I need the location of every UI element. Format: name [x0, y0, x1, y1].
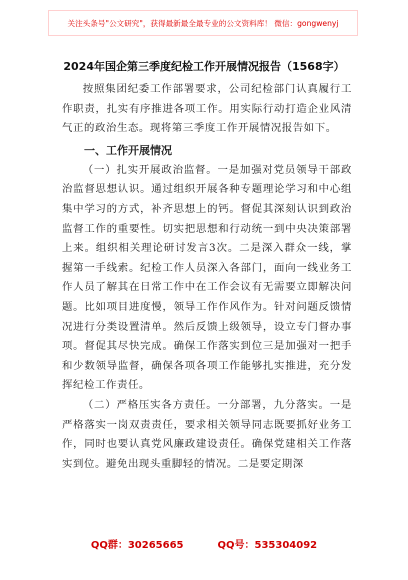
body-paragraph: （二）严格压实各方责任。一分部署，九分落实。一是严格落实一岗双责责任，要求相关领导同志既要抓好业务工作，同时也要认真党风廉政建设责任。确保党建相关工作落实到位。避免出现头重脚轻的情况。二是要定期深	[62, 398, 352, 470]
promo-banner-text: 关注头条号"公文研究"，获得最新最全最专业的公文资料库！ 微信：gongwenyj	[67, 18, 339, 28]
promo-banner	[48, 10, 358, 36]
footer-contacts	[0, 536, 408, 556]
document-body	[62, 80, 352, 474]
section-heading: 一、工作开展情况	[84, 143, 172, 157]
body-paragraph: （一）扎实开展政治监督。一是加强对党员领导干部政治监督思想认识。通过组织开展各种专题理论学习和中心组集中学习的方式，补齐思想上的钙。督促其深刻认识到政治监督工作的重要性。切实把思想和行动统一到中央决策部署上来。组织相关理论研讨发言3次。二是深入群众一线，掌握第一手线索。纪检工作人员深入各部门，面向一线业务工作人员了解其在日常工作中在工作会议有无需要立即解决问题。比如项目进度慢，领导工作作风作为。针对问题反馈情况进行分类设置清单。然后反馈上级领导，设立专门督办事项。督促其尽快完成。确保工作落实到位三是加强对一把手和少数领导监督，确保各项各项工作能够扎实推进，充分发挥纪检工作责任。	[62, 163, 352, 392]
qq-number-text: QQ号：535304092	[217, 540, 318, 551]
document-title: 2024年国企第三季度纪检工作开展情况报告（1568字）	[63, 60, 345, 73]
qq-group-text: QQ群：30265665	[90, 540, 184, 551]
intro-paragraph: 按照集团纪委工作部署要求，公司纪检部门认真履行工作职责，扎实有序推进各项工作。用实际行动打造企业风清气正的政治生态。现将第三季度工作开展情况报告如下。	[62, 83, 352, 135]
